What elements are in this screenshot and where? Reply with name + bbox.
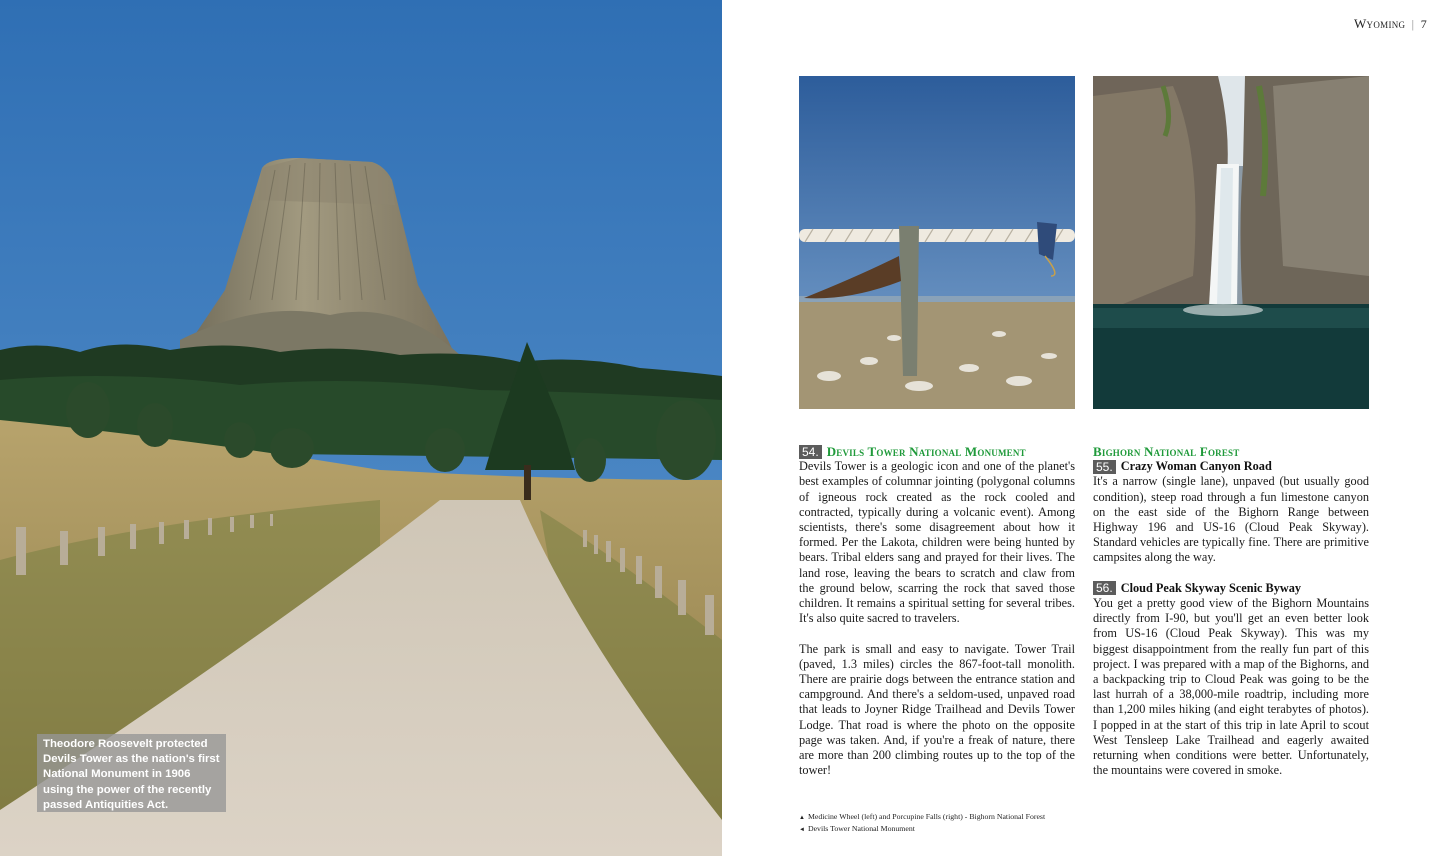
chapter-name: Wyoming: [1353, 16, 1406, 31]
medicine-wheel-illustration: [799, 76, 1075, 409]
entry-number-badge: 54.: [799, 445, 822, 459]
entry-56: [1093, 581, 1369, 779]
entry-heading-55: [1093, 459, 1369, 474]
left-arrow-icon: ◄: [799, 826, 805, 833]
devils-tower-photo: [0, 0, 722, 856]
entry-paragraph: It's a narrow (single lane), unpaved (but usually good condition), steep road through a fun limestone canyon on the east side of the Bighorn Range between Highway 196 and US-16 (Cloud Peak Skyway). Standard vehicles are typically fine. There are primitive campsites along the way.: [1093, 474, 1369, 565]
entry-paragraph: You get a pretty good view of the Bighorn Mountains directly from I-90, but you'll get an even better look from US-16 (Cloud Peak Skyway). This was my biggest disappointment from the really fun part of this project. I was prepared with a map of the Bighorns, and a backpacking trip to Cloud Peak was going to be the last hurrah of a 38,000-mile roadtrip, including more than 1,200 miles hiking (and eight terabytes of photos). I popped in at the start of this trip in late April to scout West Tensleep Lake Trailhead and eagerly awaited returning when conditions were better. Unfortunately, the mountains were covered in smoke.: [1093, 596, 1369, 778]
head-separator: |: [1411, 17, 1415, 31]
entry-paragraph: Devils Tower is a geologic icon and one of the planet's best examples of columnar jointing (polygonal columns of igneous rock created as the rock cooled and contracted, typically during a volcanic event). Among scientists, there's some disagreement about how it formed. Per the Lakota, children were being hunted by bears. Tribal elders sang and prayed for their lives. The land rose, leaving the bears to scratch and claw from the ground below, scarring the rock that saved those children. It remains a spiritual setting for several tribes. It's also quite sacred to travelers.: [799, 459, 1075, 626]
photo-caption: Theodore Roosevelt protected Devils Tower as the nation's first National Monument in 1906 using the power of the recently passed Antiquities Act.: [37, 734, 226, 812]
entry-number-badge: 56.: [1093, 581, 1116, 595]
entry-title: Crazy Woman Canyon Road: [1120, 459, 1272, 474]
text-column-left: [799, 444, 1075, 778]
entry-paragraph: The park is small and easy to navigate. Tower Trail (paved, 1.3 miles) circles the 867-foot-tall monolith. There are prairie dogs between the entrance station and campground. And there's a seldom-used, unpaved road that leads to Joyner Ridge Trailhead and Devils Tower Lodge. That road is where the photo on the opposite page was taken. And, if you're a freak of nature, there are more than 200 climbing routes up to the top of the tower!: [799, 641, 1075, 778]
region-heading: Bighorn National Forest: [1093, 444, 1240, 459]
entry-heading-54: [799, 444, 1075, 459]
entry-55: [1093, 459, 1369, 565]
photo-credit-line: [799, 824, 1045, 836]
photo-credit-text: Medicine Wheel (left) and Porcupine Falls (right) - Bighorn National Forest: [807, 812, 1046, 821]
devils-tower-illustration: [0, 0, 722, 856]
photo-credits: [799, 812, 1045, 835]
entry-title: Cloud Peak Skyway Scenic Byway: [1120, 580, 1302, 595]
up-arrow-icon: ▲: [799, 815, 805, 821]
photo-credit-line: [799, 812, 1045, 824]
entry-title: Devils Tower National Monument: [826, 444, 1026, 459]
porcupine-falls-illustration: [1093, 76, 1369, 409]
running-head: [1354, 16, 1427, 32]
medicine-wheel-photo: [799, 76, 1075, 409]
text-column-right: [1093, 444, 1369, 794]
porcupine-falls-photo: [1093, 76, 1369, 409]
page-number: 7: [1420, 17, 1427, 31]
entry-heading-56: [1093, 581, 1369, 596]
entry-number-badge: 55.: [1093, 460, 1116, 474]
photo-credit-text: Devils Tower National Monument: [807, 823, 915, 833]
